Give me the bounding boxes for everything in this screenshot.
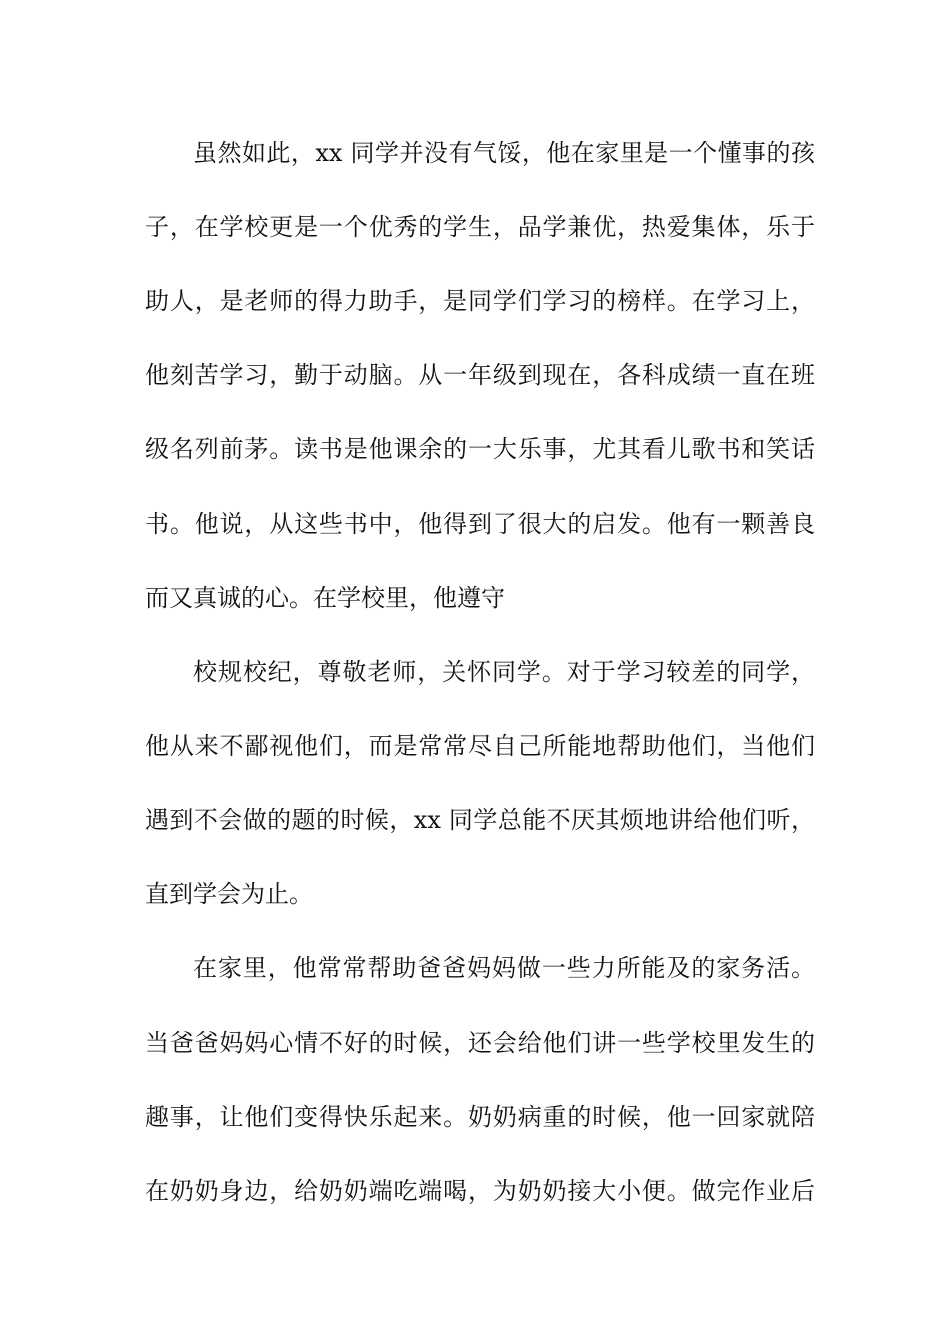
- text-line: 而又真诚的心。在学校里，他遵守: [145, 584, 505, 612]
- text-line: 在奶奶身边，给奶奶端吃端喝，为奶奶接大小便。做完作业后: [145, 1177, 815, 1205]
- text-line: 校规校纪，尊敬老师，关怀同学。对于学习较差的同学，: [193, 658, 815, 686]
- text-line: 书。他说，从这些书中，他得到了很大的启发。他有一颗善良: [145, 510, 815, 538]
- text-line: 级名列前茅。读书是他课余的一大乐事，尤其看儿歌书和笑话: [145, 435, 815, 463]
- text-line: 子，在学校更是一个优秀的学生，品学兼优，热爱集体，乐于: [145, 213, 815, 241]
- text-line: 他刻苦学习，勤于动脑。从一年级到现在，各科成绩一直在班: [145, 361, 815, 389]
- text-line: 遇到不会做的题的时候，xx 同学总能不厌其烦地讲给他们听，: [145, 806, 815, 834]
- text-line: 他从来不鄙视他们，而是常常尽自己所能地帮助他们，当他们: [145, 732, 815, 760]
- text-line: 在家里，他常常帮助爸爸妈妈做一些力所能及的家务活。: [193, 954, 815, 982]
- text-line: 趣事，让他们变得快乐起来。奶奶病重的时候，他一回家就陪: [145, 1103, 815, 1131]
- text-line: 直到学会为止。: [145, 880, 313, 908]
- text-line: 当爸爸妈妈心情不好的时候，还会给他们讲一些学校里发生的: [145, 1029, 815, 1057]
- text-line: 助人，是老师的得力助手，是同学们学习的榜样。在学习上，: [145, 287, 815, 315]
- text-line: 虽然如此，xx 同学并没有气馁，他在家里是一个懂事的孩: [193, 139, 815, 167]
